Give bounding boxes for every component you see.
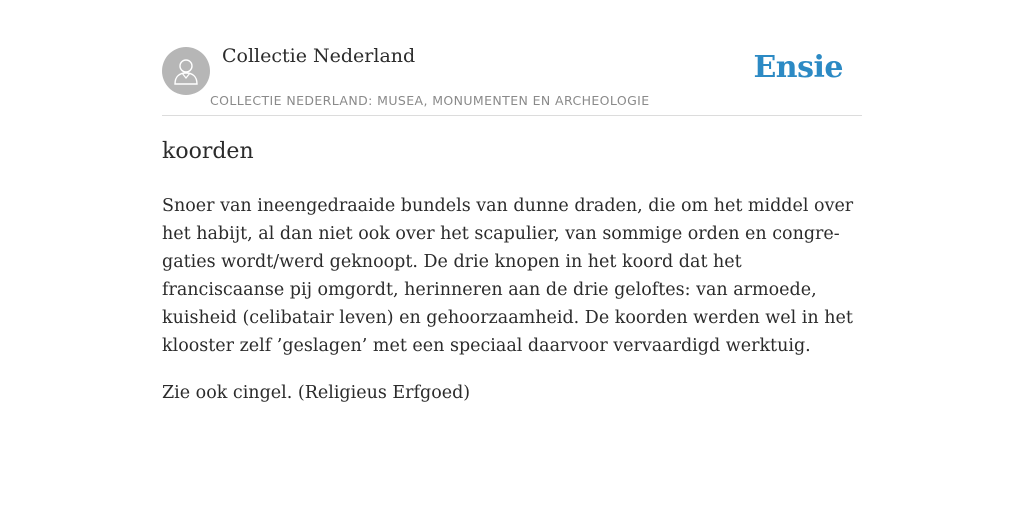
entry-term: koorden (162, 139, 254, 164)
user-icon (173, 57, 199, 85)
entry-see-also: Zie ook cingel. (Religieus Erfgoed) (162, 383, 471, 403)
source-label[interactable]: COLLECTIE NEDERLAND: MUSEA, MONUMENTEN EN ARCHEOLOGIE (210, 93, 650, 108)
author-name[interactable]: Collectie Nederland (222, 45, 416, 67)
author-avatar[interactable] (162, 47, 210, 95)
entry-card (162, 0, 862, 512)
entry-header (162, 0, 862, 116)
entry-definition: Snoer van ineengedraaide bundels van dunne draden, die om het middel over het habijt, al dan niet ook over het scapulier, van sommige orden en congre-gaties wordt/werd geknoopt. De drie knopen in het koord dat het franciscaanse pij omgordt, herinneren aan de drie geloftes: van armoede, kuisheid (celibatair leven) en gehoorzaamheid. De koorden werden wel in het klooster zelf ’geslagen’ met een speciaal daarvoor vervaardigd werktuig. (162, 196, 854, 356)
ensie-logo-link[interactable]: Ensie (753, 50, 843, 85)
